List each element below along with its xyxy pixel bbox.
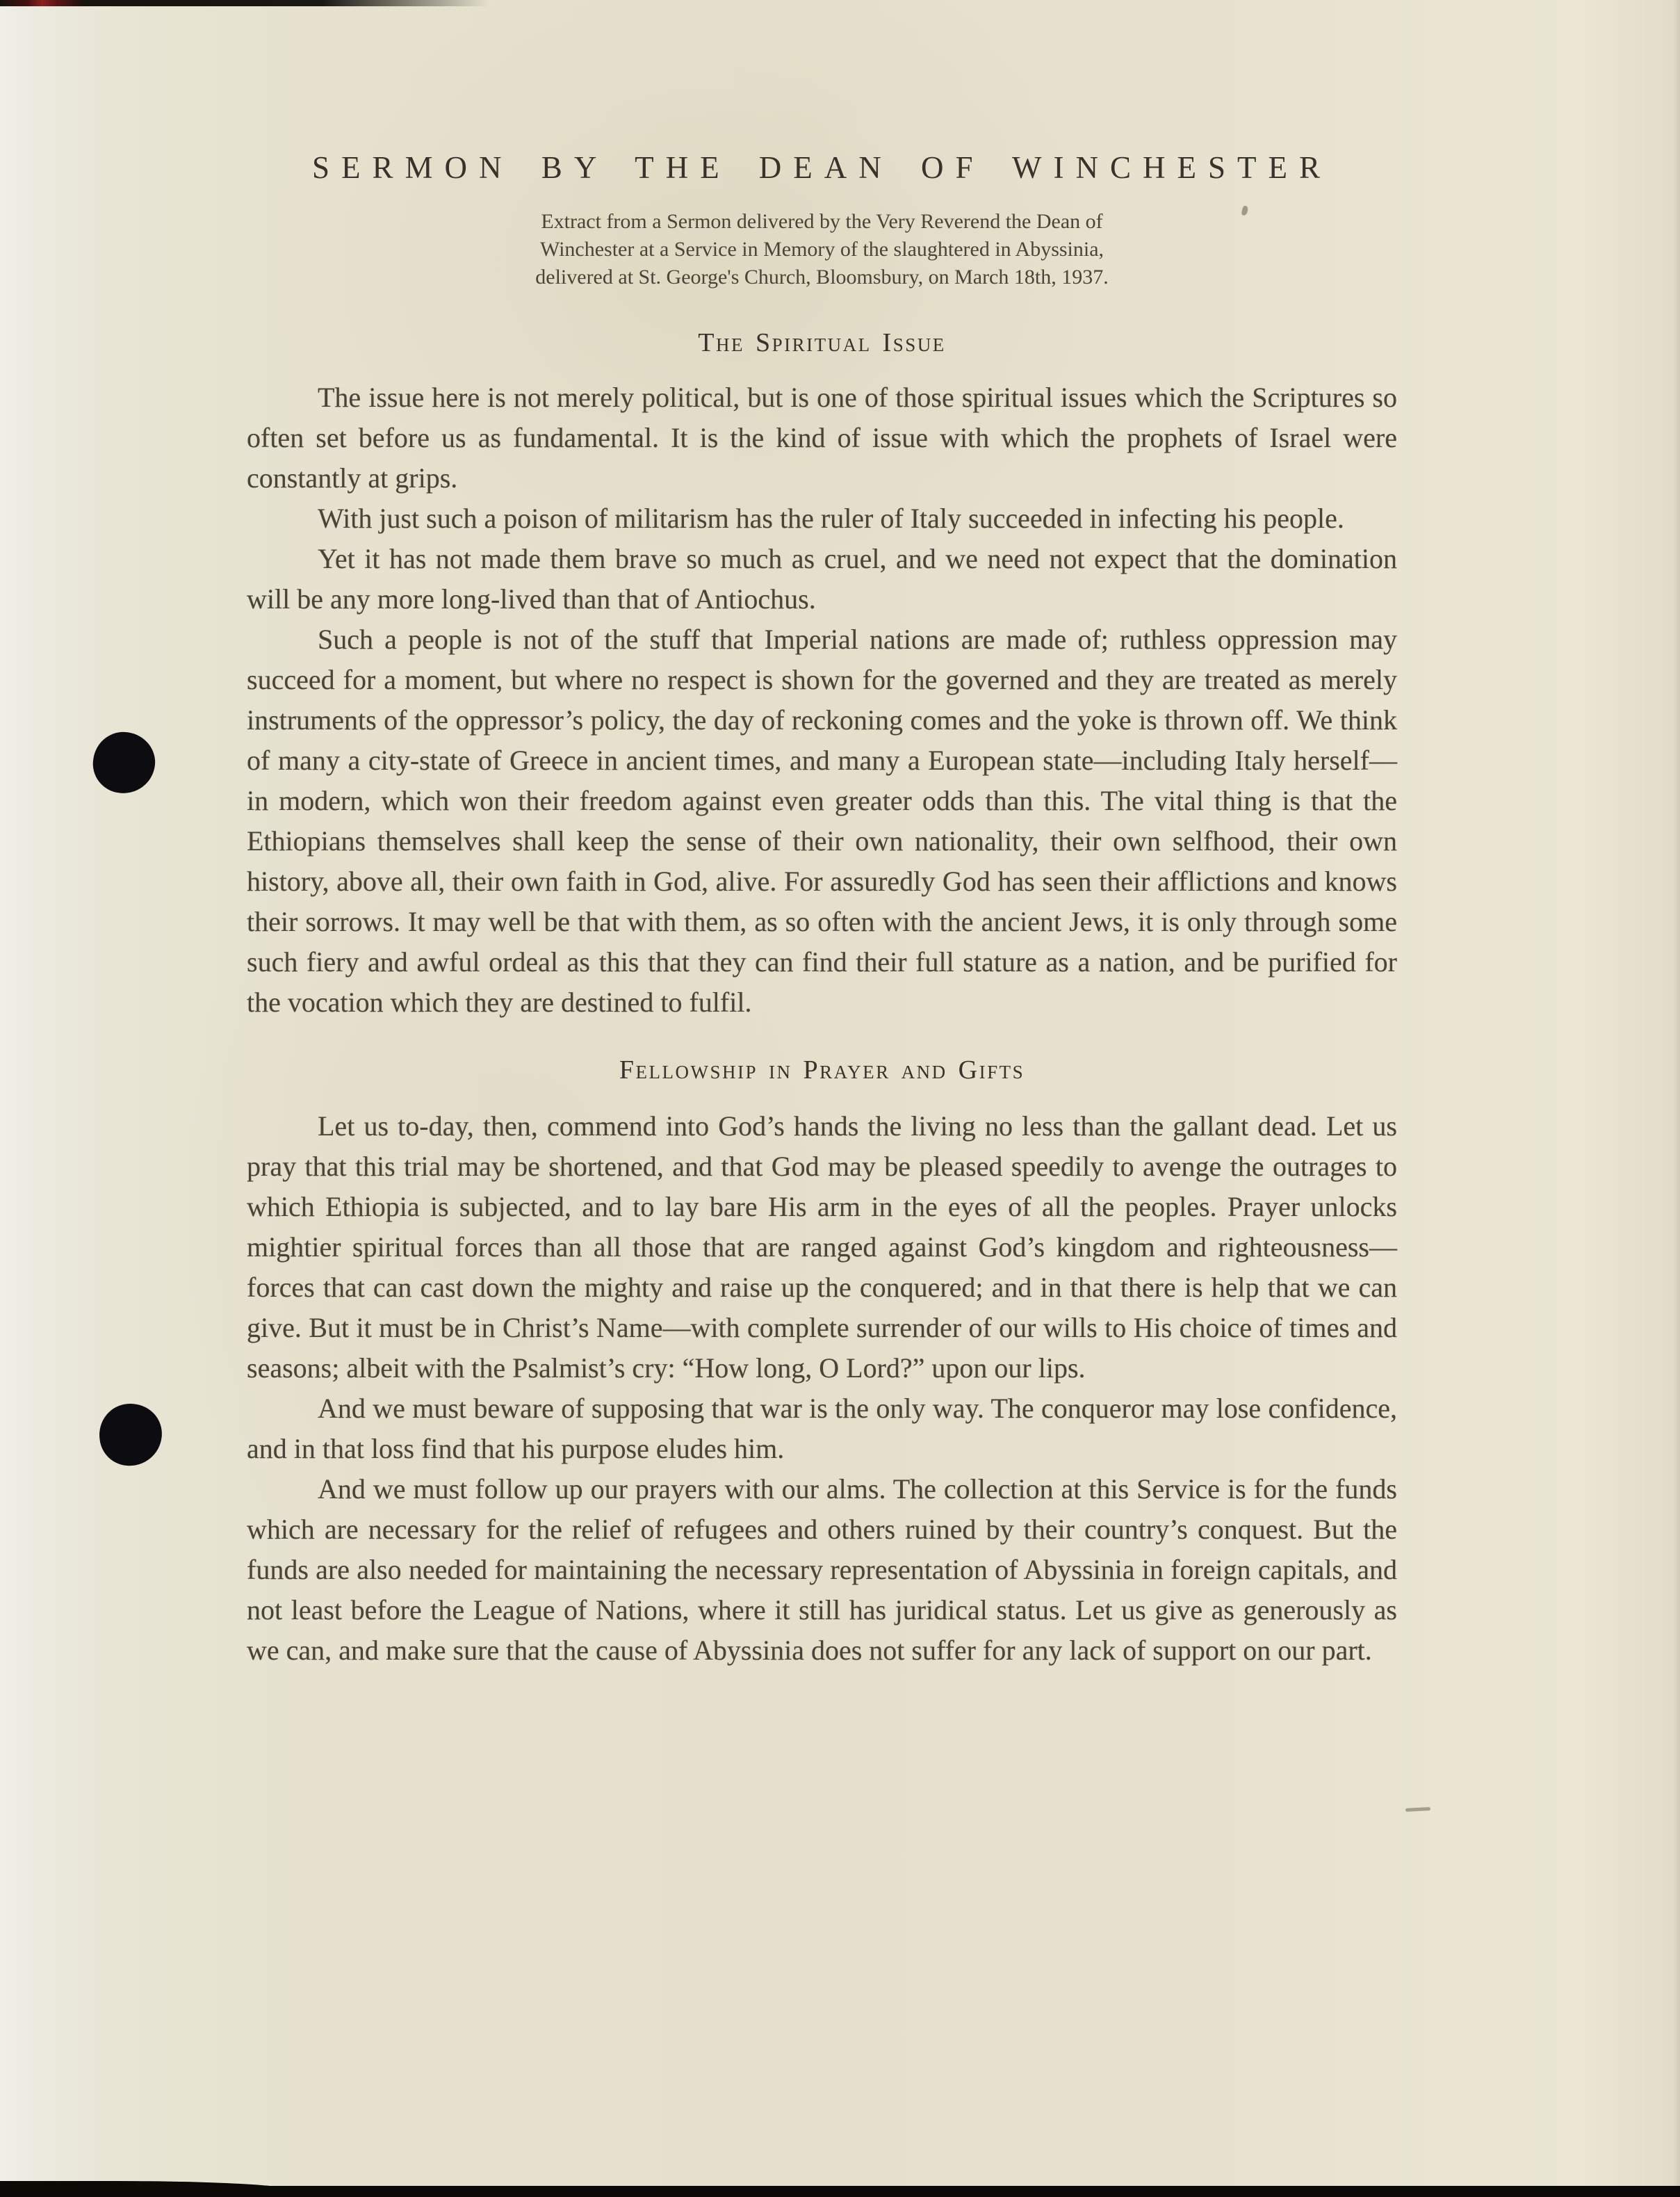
paragraph: Let us to-day, then, commend into God’s hands the living no less than the gallant dead. Let us pray that this trial may be shortened, and that God may be pleased speedily to avenge the outrages to which Ethiopia is subjected, and to lay bare His arm in the eyes of all the peoples. Prayer unlocks mightier spiritual forces than all those that are ranged against God’s kingdom and righteousness—forces that can cast down the mighty and raise up the conquered; and in that there is help that we can give. But it must be in Christ’s Name—with complete surrender of our wills to His choice of times and seasons; albeit with the Psalmist’s cry: “How long, O Lord?” upon our lips. [247, 1110, 1397, 1384]
subtitle-line: delivered at St. George's Church, Bloomsbury, on March 18th, 1937. [535, 266, 1109, 289]
paragraph: The issue here is not merely political, but is one of those spiritual issues which the Scriptures so often set before us as fundamental. It is the kind of issue with which the prophets of Israel were constantly at grips. [247, 382, 1397, 494]
punch-hole-top [89, 728, 158, 797]
paragraph: And we must beware of supposing that war is the only way. The conqueror may lose confidence, and in that loss find that his purpose eludes him. [247, 1393, 1397, 1464]
punch-hole-bottom [97, 1401, 165, 1469]
subtitle-line: Winchester at a Service in Memory of the slaughtered in Abyssinia, [539, 238, 1104, 261]
paragraph: Yet it has not made them brave so much as cruel, and we need not expect that the domination will be any more long-lived than that of Antiochus. [247, 543, 1397, 615]
subtitle-line: Extract from a Sermon delivered by the Very Reverend the Dean of [541, 210, 1103, 233]
section-heading-fellowship: Fellowship in Prayer and Gifts [619, 1055, 1025, 1085]
pencil-dash-mark [1405, 1807, 1430, 1812]
document-content [247, 0, 1397, 1671]
document-subtitle [247, 208, 1397, 291]
paragraph: With just such a poison of militarism has the ruler of Italy succeeded in infecting his people. [318, 503, 1344, 534]
document-title: SERMON BY THE DEAN OF WINCHESTER [312, 150, 1332, 185]
scan-bottom-edge-artifact [0, 2186, 1680, 2197]
paragraph: Such a people is not of the stuff that Imperial nations are made of; ruthless oppression may succeed for a moment, but where no respect is shown for the governed and they are treated as merely instruments of the oppressor’s policy, the day of reckoning comes and the yoke is thrown off. We think of many a city-state of Greece in ancient times, and many a European state—including Italy herself—in modern, which won their freedom against even greater odds than this. The vital thing is that the Ethiopians themselves shall keep the sense of their own nationality, their own selfhood, their own history, above all, their own faith in God, alive. For assuredly God has seen their afflictions and knows their sorrows. It may well be that with them, as so often with the ancient Jews, it is only through some such fiery and awful ordeal as this that they can find their full stature as a nation, and be purified for the vocation which they are destined to fulfil. [247, 624, 1397, 1018]
section-heading-spiritual-issue: The Spiritual Issue [698, 328, 946, 357]
paragraph: And we must follow up our prayers with our alms. The collection at this Service is for the funds which are necessary for the relief of refugees and others ruined by their country’s conquest. But the funds are also needed for maintaining the necessary representation of Abyssinia in foreign capitals, and not least before the League of Nations, where it still has juridical status. Let us give as generously as we can, and make sure that the cause of Abyssinia does not suffer for any lack of support on our part. [247, 1473, 1397, 1666]
